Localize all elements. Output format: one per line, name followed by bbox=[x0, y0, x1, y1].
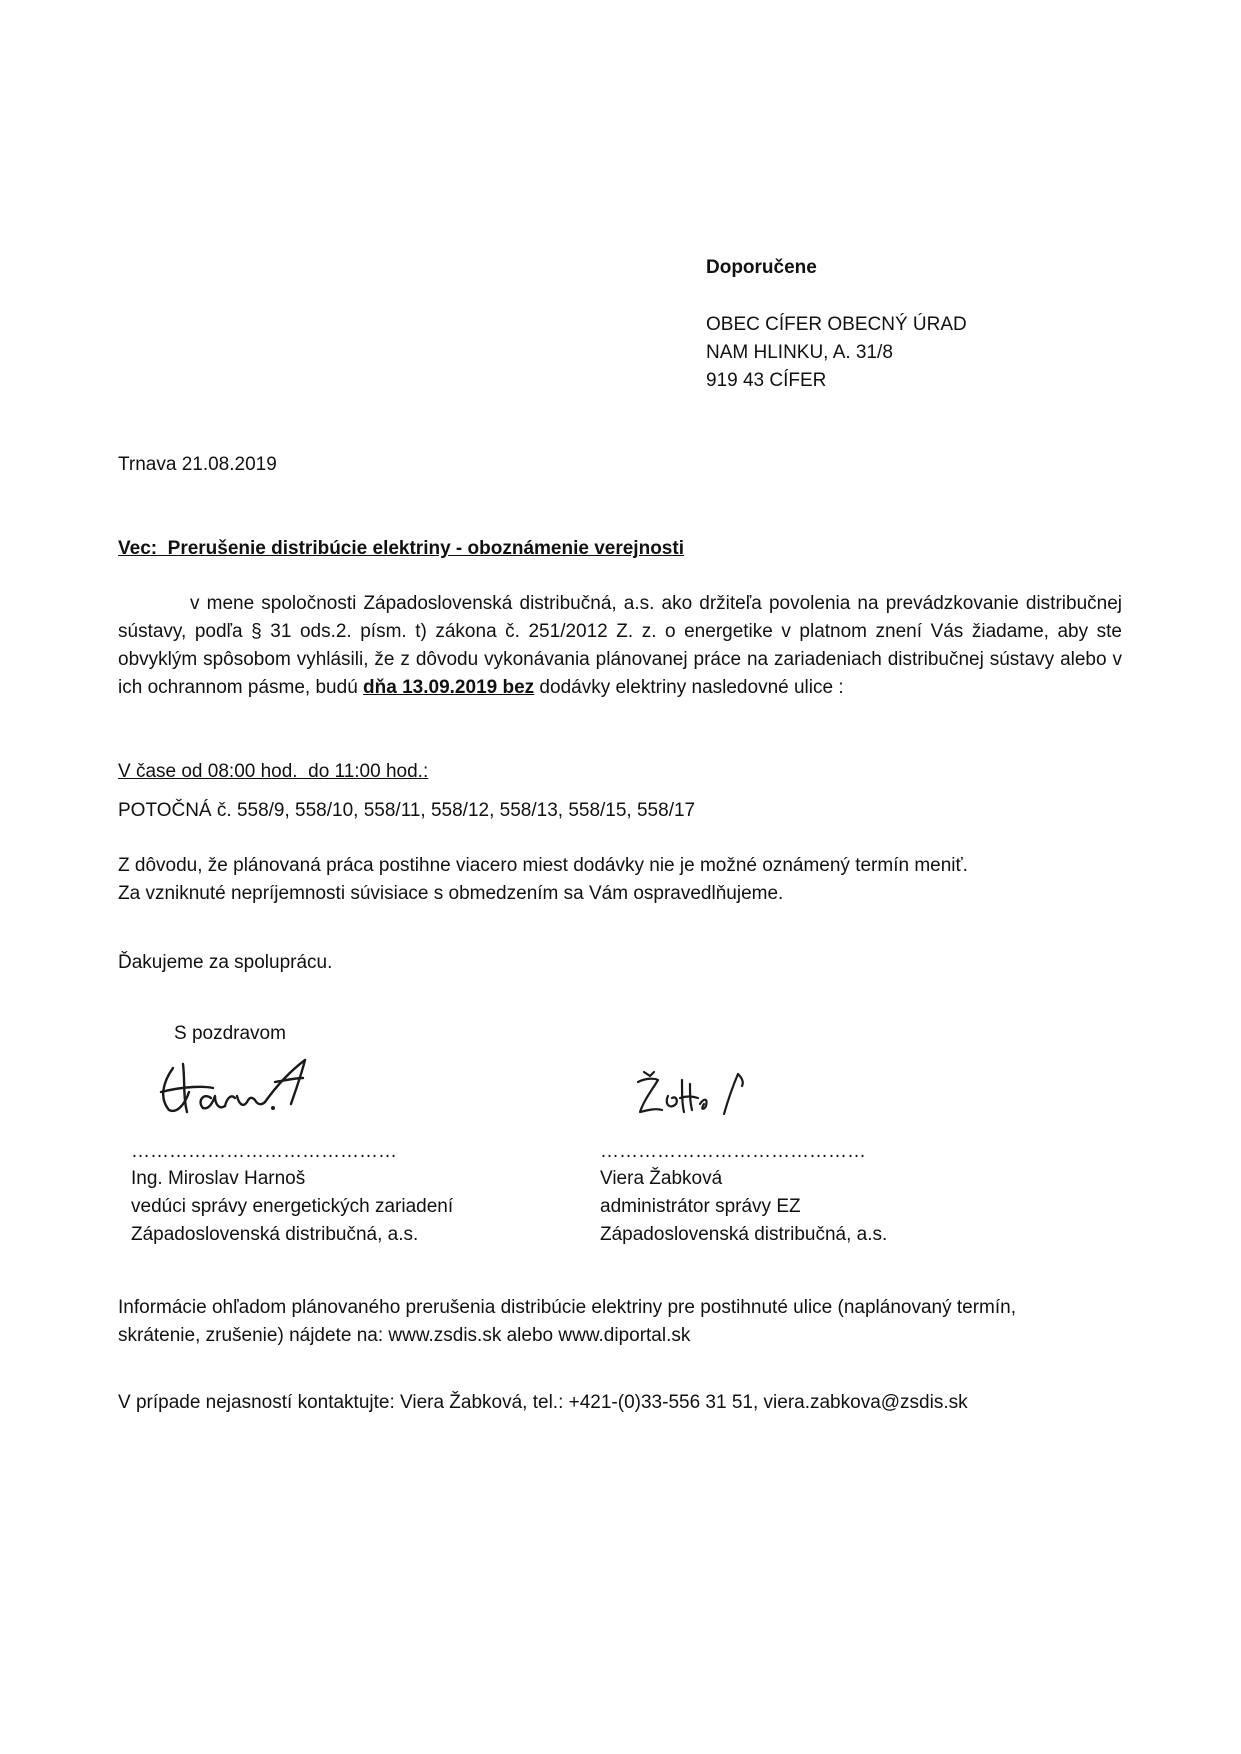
recipient-line-2: NAM HLINKU, A. 31/8 bbox=[706, 342, 893, 363]
recipient-line-3: 919 43 CÍFER bbox=[706, 370, 827, 391]
greeting: S pozdravom bbox=[174, 1023, 286, 1044]
recipient-line-1: OBEC CÍFER OBECNÝ ÚRAD bbox=[706, 314, 967, 335]
subject-line: Vec: Prerušenie distribúcie elektriny - oboznámenie verejnosti bbox=[118, 538, 684, 559]
body-outage-date: dňa 13.09.2019 bez bbox=[363, 677, 535, 698]
signatory-1-role: vedúci správy energetických zariadení bbox=[131, 1196, 454, 1217]
info-line-1: Informácie ohľadom plánovaného prerušenia distribúcie elektriny pre postihnuté ulice (naplánovaný termín, bbox=[118, 1297, 1017, 1318]
body-text-part2: dodávky elektriny nasledovné ulice : bbox=[534, 677, 844, 698]
signatory-2-name: Viera Žabková bbox=[600, 1168, 723, 1189]
body-text-part1: v mene spoločnosti Západoslovenská distribučná, a.s. ako držiteľa povolenia na prevádzkovanie distribučnej sústavy, podľa § 31 ods.2. písm. t) zákona č. 251/2012 Z. z. o energetike v platnom znení Vás žiadame, aby ste obvyklým spôsobom vyhlásili, že z dôvodu vykonávania plánovanej práce na zariadeniach distribučnej sústavy alebo v ich ochrannom pásme, budú bbox=[118, 593, 1122, 698]
thanks-line: Ďakujeme za spoluprácu. bbox=[118, 952, 333, 973]
place-date: Trnava 21.08.2019 bbox=[118, 454, 277, 475]
contact-line: V prípade nejasností kontaktujte: Viera Žabková, tel.: +421-(0)33-556 31 51, viera.zabkova@zsdis.sk bbox=[118, 1392, 968, 1413]
affected-streets: POTOČNÁ č. 558/9, 558/10, 558/11, 558/12, 558/13, 558/15, 558/17 bbox=[118, 800, 696, 821]
info-line-2: skrátenie, zrušenie) nájdete na: www.zsdis.sk alebo www.diportal.sk bbox=[118, 1325, 691, 1346]
body-paragraph bbox=[118, 590, 1122, 702]
signature-line-1: …………………………………… bbox=[131, 1141, 397, 1162]
notice-line-2: Za vzniknuté nepríjemnosti súvisiace s obmedzením sa Vám ospravedlňujeme. bbox=[118, 883, 784, 904]
signatory-1-name: Ing. Miroslav Harnoš bbox=[131, 1168, 306, 1189]
signatory-2-company: Západoslovenská distribučná, a.s. bbox=[600, 1224, 888, 1245]
signature-zabkova bbox=[632, 1060, 772, 1120]
signatory-1-company: Západoslovenská distribučná, a.s. bbox=[131, 1224, 419, 1245]
signatory-2-role: administrátor správy EZ bbox=[600, 1196, 801, 1217]
time-window: V čase od 08:00 hod. do 11:00 hod.: bbox=[118, 761, 429, 782]
signature-line-2: …………………………………… bbox=[600, 1141, 866, 1162]
signature-harnos bbox=[155, 1052, 315, 1122]
delivery-method: Doporučene bbox=[706, 257, 817, 278]
notice-line-1: Z dôvodu, že plánovaná práca postihne viacero miest dodávky nie je možné oznámený termín meniť. bbox=[118, 855, 968, 876]
